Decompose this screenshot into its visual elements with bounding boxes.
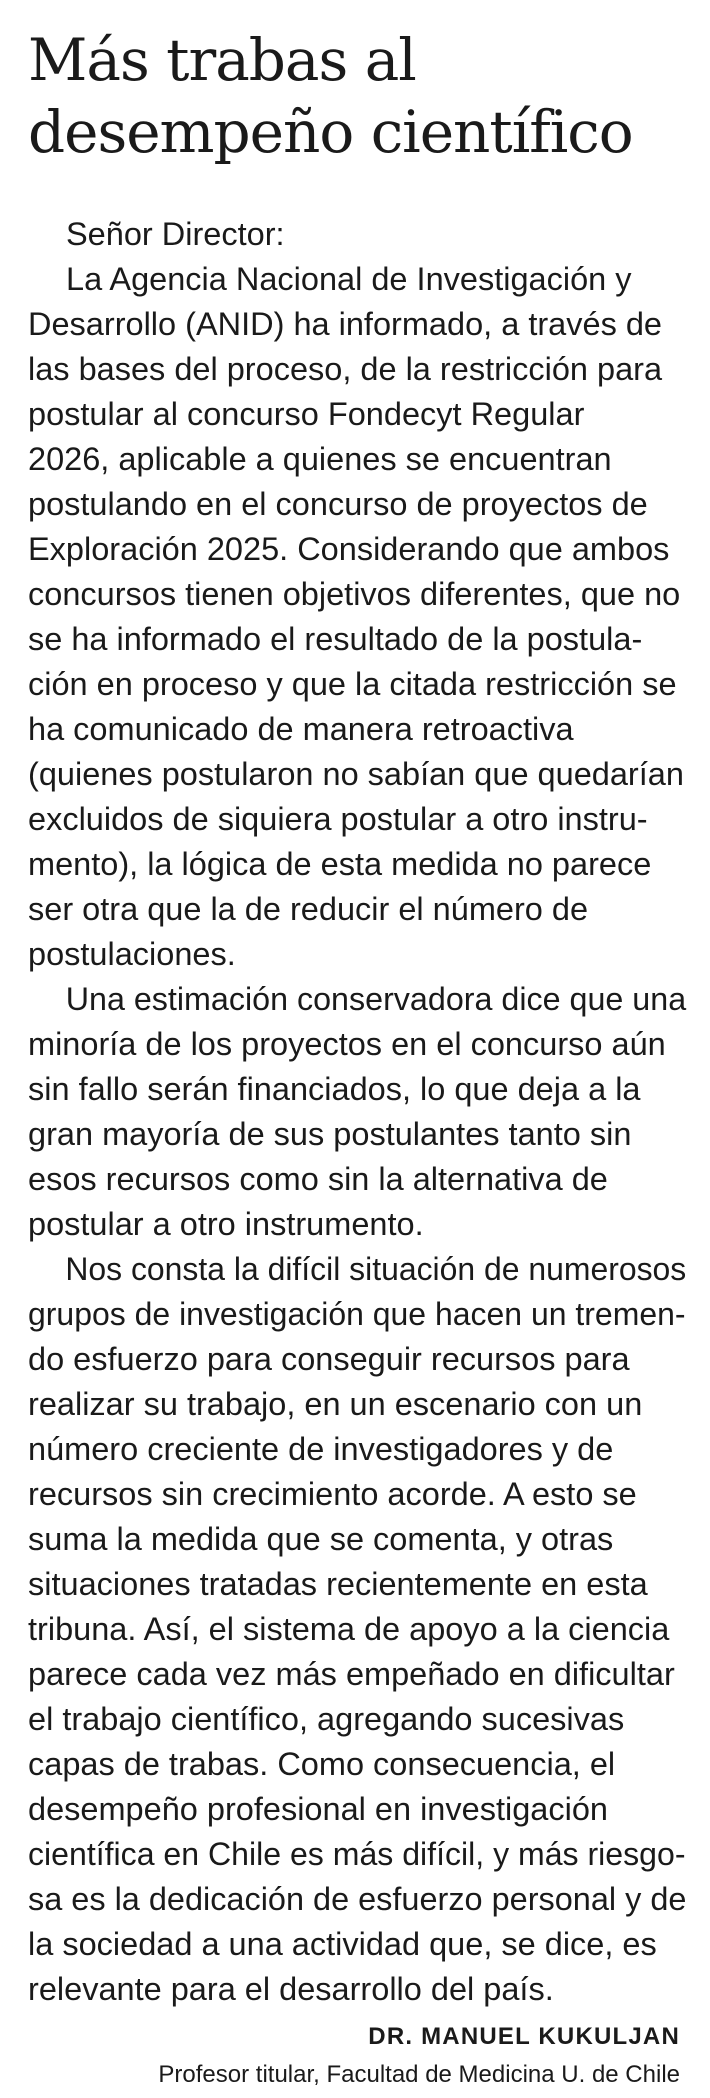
- paragraph-line: (quienes postularon no sabían que quedarían: [28, 756, 684, 792]
- paragraph-line: realizar su trabajo, en un escenario con un: [28, 1386, 643, 1422]
- paragraph-line: 2026, aplicable a quienes se encuentran: [28, 441, 612, 477]
- paragraph-line: La Agencia Nacional de Investigación y: [66, 261, 632, 297]
- paragraph-line: postular a otro instrumento.: [28, 1206, 424, 1242]
- paragraph-line: sa es la dedicación de esfuerzo personal y de: [28, 1881, 687, 1917]
- paragraph-line: ción en proceso y que la citada restricción se: [28, 666, 677, 702]
- paragraph-line: recursos sin crecimiento acorde. A esto se: [28, 1476, 637, 1512]
- paragraph-line: Una estimación conservadora dice que una: [65, 981, 687, 1017]
- paragraph-line: la sociedad a una actividad que, se dice, es: [28, 1926, 657, 1962]
- paragraph-line: gran mayoría de sus postulantes tanto sin: [28, 1116, 632, 1152]
- paragraph-line: postulaciones.: [28, 936, 236, 972]
- paragraph-line: grupos de investigación que hacen un tremen-: [28, 1296, 686, 1332]
- paragraph-line: situaciones tratadas recientemente en esta: [28, 1566, 648, 1602]
- paragraph-line: mento), la lógica de esta medida no parece: [28, 846, 652, 882]
- paragraph: [28, 1247, 688, 2012]
- paragraph: [28, 977, 688, 1247]
- headline: [28, 24, 688, 168]
- salutation: Señor Director:: [66, 216, 285, 252]
- paragraph-line: sin fallo serán financiados, lo que deja a la: [28, 1071, 641, 1107]
- paragraph-line: minoría de los proyectos en el concurso aún: [28, 1026, 666, 1062]
- letter-article: [28, 24, 688, 2094]
- headline-line-1: Más trabas al: [28, 26, 416, 94]
- paragraph-line: las bases del proceso, de la restricción para: [28, 351, 663, 387]
- paragraph-line: Desarrollo (ANID) ha informado, a través de: [28, 306, 663, 342]
- letter-body: [28, 212, 688, 2012]
- paragraph-line: postulando en el concurso de proyectos de: [28, 486, 648, 522]
- headline-line-2: desempeño científico: [28, 98, 633, 166]
- paragraph-line: relevante para el desarrollo del país.: [28, 1971, 554, 2007]
- paragraph-line: tribuna. Así, el sistema de apoyo a la ciencia: [28, 1611, 670, 1647]
- author-affiliation: Profesor titular, Facultad de Medicina U. de Chile: [158, 2061, 680, 2088]
- paragraph-line: se ha informado el resultado de la postula-: [28, 621, 643, 657]
- paragraph-line: número creciente de investigadores y de: [28, 1431, 614, 1467]
- paragraph-line: suma la medida que se comenta, y otras: [28, 1521, 614, 1557]
- paragraph-line: postular al concurso Fondecyt Regular: [28, 396, 585, 432]
- paragraph-line: el trabajo científico, agregando sucesivas: [28, 1701, 625, 1737]
- paragraph-line: desempeño profesional en investigación: [28, 1791, 608, 1827]
- paragraph-line: Exploración 2025. Considerando que ambos: [28, 531, 670, 567]
- paragraph-line: científica en Chile es más difícil, y más riesgo-: [28, 1836, 686, 1872]
- paragraph-line: ser otra que la de reducir el número de: [28, 891, 589, 927]
- letter-paragraphs: [28, 257, 688, 2012]
- author-name: DR. MANUEL KUKULJAN: [368, 2023, 680, 2050]
- paragraph-line: concursos tienen objetivos diferentes, que no: [28, 576, 681, 612]
- paragraph-line: esos recursos como sin la alternativa de: [28, 1161, 608, 1197]
- paragraph-line: ha comunicado de manera retroactiva: [28, 711, 574, 747]
- paragraph-line: capas de trabas. Como consecuencia, el: [28, 1746, 616, 1782]
- paragraph-line: excluidos de siquiera postular a otro instru-: [28, 801, 648, 837]
- paragraph: [28, 257, 688, 977]
- paragraph-line: do esfuerzo para conseguir recursos para: [28, 1341, 630, 1377]
- signature: [28, 2018, 688, 2094]
- paragraph-line: Nos consta la difícil situación de numerosos: [65, 1251, 687, 1287]
- paragraph-line: parece cada vez más empeñado en dificultar: [28, 1656, 675, 1692]
